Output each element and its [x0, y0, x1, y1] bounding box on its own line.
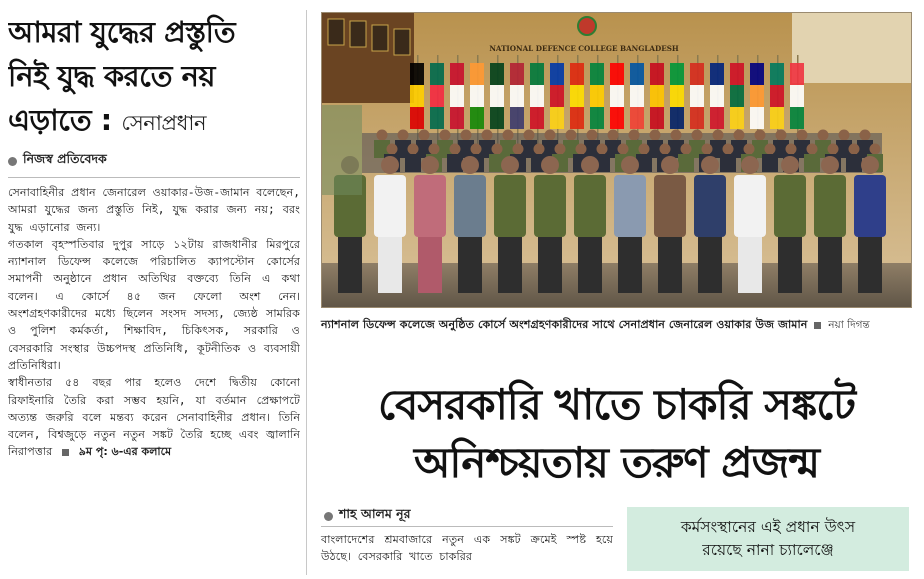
pull-quote-box [627, 507, 909, 571]
ndc-sign: NATIONAL DEFENCE COLLEGE BANGLADESH [489, 44, 679, 53]
group-photo [321, 12, 912, 308]
left-headline-line-2: নিই যুদ্ধ করতে নয় [8, 59, 216, 93]
right-byline-rule [321, 526, 613, 527]
continuation-link[interactable]: ৯ম পৃ: ৬-এর কলামে [78, 445, 172, 459]
right-byline-text: শাহ আলম নূর [339, 506, 411, 521]
pull-quote-line-2: রয়েছে নানা চ্যালেঞ্জে [702, 541, 834, 559]
right-headline [321, 376, 912, 492]
pull-quote-line-1: কর্মসংস্থানের এই প্রধান উৎস [680, 518, 856, 536]
left-headline-tag: সেনাপ্রধান [121, 111, 206, 135]
left-headline-line-1: আমরা যুদ্ধের প্রস্তুতি [8, 15, 236, 49]
caption-text: ন্যাশনাল ডিফেন্স কলেজে অনুষ্ঠিত কোর্সে অংশগ্রহণকারীদের সাথে সেনাপ্রধান জেনারেল ওয়াকার উজ জামান [321, 318, 808, 331]
group-photo-illustration [322, 13, 912, 308]
photo-caption [321, 316, 912, 334]
left-article-body [8, 184, 300, 461]
left-paragraph-2: গতকাল বৃহস্পতিবার দুপুর সাড়ে ১২টায় রাজধানীর মিরপুরে ন্যাশনাল ডিফেন্স কলেজে পরিচালিত ক্যাপস্টোন কোর্সের সমাপনী অনুষ্ঠানে প্রধান অতিথির বক্তব্যে তিনি এ কথা বলেন। এ কোর্সে ৪৫ জন ফেলো অংশ নেন। অংশগ্রহণকারীদের মধ্যে ছিলেন সংসদ সদস্য, জ্যেষ্ঠ সামরিক ও পুলিশ কর্মকর্তা, শিক্ষাবিদ, চিকিৎসক, সরকারি ও বেসরকারি সংস্থার উচ্চপদস্থ প্রতিনিধি, কূটনীতিক ও ব্যবসায়ী প্রতিনিধিরা। [8, 237, 300, 372]
left-headline-line-3 [8, 98, 300, 145]
bullet-icon [8, 157, 17, 166]
left-article [8, 10, 300, 575]
right-headline-line-2: অনিশ্চয়তায় তরুণ প্রজন্ম [413, 438, 820, 487]
right-article-body: বাংলাদেশের শ্রমবাজারে নতুন এক সঙ্কট ক্রমেই স্পষ্ট হয়ে উঠছে। বেসরকারি খাতে চাকরির [321, 533, 613, 564]
square-bullet-icon [62, 449, 69, 456]
right-headline-line-1: বেসরকারি খাতে চাকরি সঙ্কটে [377, 380, 856, 429]
bullet-icon [324, 512, 333, 521]
column-divider [306, 10, 307, 575]
left-paragraph-1: সেনাবাহিনীর প্রধান জেনারেল ওয়াকার-উজ-জামান বলেছেন, আমরা যুদ্ধের জন্য প্রস্তুতি নিই, যুদ্ধ করার জন্য নয়; বরং যুদ্ধ এড়ানোর জন্য। [8, 186, 300, 234]
caption-source: নয়া দিগন্ত [828, 319, 870, 331]
left-byline-rule [8, 177, 300, 178]
square-bullet-icon [814, 322, 821, 329]
left-paragraph-3-text: স্বাধীনতার ৫৪ বছর পার হলেও দেশে দ্বিতীয় কোনো রিফাইনারি তৈরি করা সম্ভব হয়নি, যা বর্তমান প্রেক্ষাপটে অত্যন্ত জরুরি বলে মন্তব্য করেন সেনাবাহিনীর প্রধান। তিনি বলেন, বিশ্বজুড়ে নতুন নতুন সঙ্কট তৈরি হচ্ছে এবং জ্বালানি নিরাপত্তার [8, 376, 300, 459]
left-paragraph-3 [8, 374, 300, 460]
left-byline-text: নিজস্ব প্রতিবেদক [23, 151, 107, 166]
left-byline [8, 151, 300, 171]
right-byline [324, 506, 410, 526]
left-headline-line-3-text: এড়াতে : [8, 103, 112, 137]
